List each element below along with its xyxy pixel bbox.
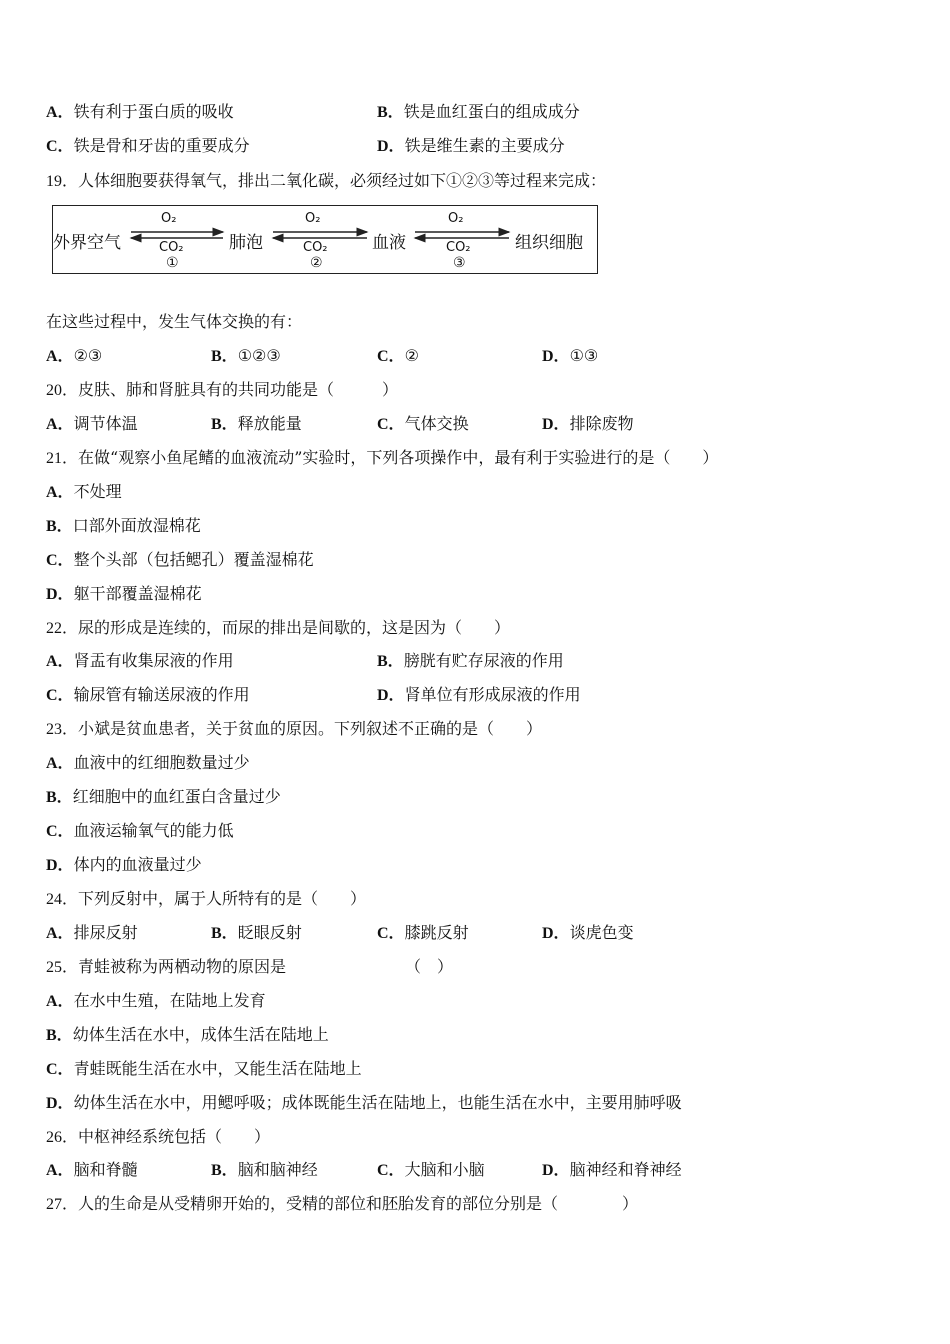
q25-option-b: B．幼体生活在水中，成体生活在陆地上 [46,1025,329,1044]
q27-stem: 27．人的生命是从受精卵开始的，受精的部位和胚胎发育的部位分别是（ ） [46,1194,639,1213]
q23-option-c: C．血液运输氧气的能力低 [46,821,234,840]
q19-option-a: A．②③ [46,346,103,365]
q20-option-a: A．调节体温 [46,414,138,433]
q19-option-b: B．①②③ [211,346,281,365]
q24-option-c: C．膝跳反射 [377,923,469,942]
q23-option-a: A．血液中的红细胞数量过少 [46,753,250,772]
q25-answer-blank: （ ） [405,957,454,976]
q18-option-b: B．铁是血红蛋白的组成成分 [377,102,580,121]
q25-option-d: D．幼体生活在水中，用鳃呼吸；成体既能生活在陆地上，也能生活在水中，主要用肺呼吸 [46,1093,682,1112]
q19-stem: 19．人体细胞要获得氧气，排出二氧化碳，必须经过如下①②③等过程来完成： [46,171,607,190]
q18-option-d: D．铁是维生素的主要成分 [377,136,565,155]
q21-option-a: A．不处理 [46,482,122,501]
q25-option-a: A．在水中生殖，在陆地上发育 [46,991,266,1010]
q22-option-c: C．输尿管有输送尿液的作用 [46,685,250,704]
q25-option-c: C．青蛙既能生活在水中，又能生活在陆地上 [46,1059,362,1078]
q25-stem: 25．青蛙被称为两栖动物的原因是 [46,957,287,976]
q26-option-a: A．脑和脊髓 [46,1160,138,1179]
q18-option-c: C．铁是骨和牙齿的重要成分 [46,136,250,155]
q20-option-b: B．释放能量 [211,414,302,433]
co2-label-3: CO₂ [446,240,471,255]
node-alveoli: 肺泡 [229,233,263,253]
q20-stem: 20．皮肤、肺和肾脏具有的共同功能是（ ） [46,380,399,399]
q18-option-a: A．铁有利于蛋白质的吸收 [46,102,234,121]
q26-option-b: B．脑和脑神经 [211,1160,318,1179]
q23-stem: 23．小斌是贫血患者，关于贫血的原因。下列叙述不正确的是（ ） [46,719,543,738]
node-blood: 血液 [372,233,406,253]
o2-label-2: O₂ [305,211,321,226]
node-outside-air: 外界空气 [53,233,121,253]
o2-label-3: O₂ [448,211,464,226]
q24-option-d: D．谈虎色变 [542,923,634,942]
step-marker-3: ③ [453,255,466,271]
q21-option-d: D．躯干部覆盖湿棉花 [46,584,202,603]
q24-option-a: A．排尿反射 [46,923,138,942]
gas-exchange-diagram [52,205,598,274]
q26-option-d: D．脑神经和脊神经 [542,1160,682,1179]
q19-option-c: C．② [377,346,419,365]
q19-followup: 在这些过程中，发生气体交换的有： [46,312,303,331]
q22-option-a: A．肾盂有收集尿液的作用 [46,651,234,670]
q26-option-c: C．大脑和小脑 [377,1160,485,1179]
q23-option-b: B．红细胞中的血红蛋白含量过少 [46,787,281,806]
q21-option-b: B．口部外面放湿棉花 [46,516,201,535]
step-marker-2: ② [310,255,323,271]
q21-stem: 21．在做“观察小鱼尾鳍的血液流动”实验时，下列各项操作中，最有利于实验进行的是（ ） [46,448,719,467]
q24-stem: 24．下列反射中，属于人所特有的是（ ） [46,889,367,908]
q22-option-d: D．肾单位有形成尿液的作用 [377,685,581,704]
o2-label-1: O₂ [161,211,177,226]
q20-option-c: C．气体交换 [377,414,469,433]
co2-label-2: CO₂ [303,240,328,255]
q22-option-b: B．膀胱有贮存尿液的作用 [377,651,564,670]
q23-option-d: D．体内的血液量过少 [46,855,202,874]
q19-option-d: D．①③ [542,346,599,365]
q20-option-d: D．排除废物 [542,414,634,433]
node-tissue-cells: 组织细胞 [515,233,583,253]
q26-stem: 26．中枢神经系统包括（ ） [46,1127,271,1146]
q21-option-c: C．整个头部（包括鳃孔）覆盖湿棉花 [46,550,314,569]
step-marker-1: ① [166,255,179,271]
q24-option-b: B．眨眼反射 [211,923,302,942]
q22-stem: 22．尿的形成是连续的，而尿的排出是间歇的，这是因为（ ） [46,618,511,637]
co2-label-1: CO₂ [159,240,184,255]
